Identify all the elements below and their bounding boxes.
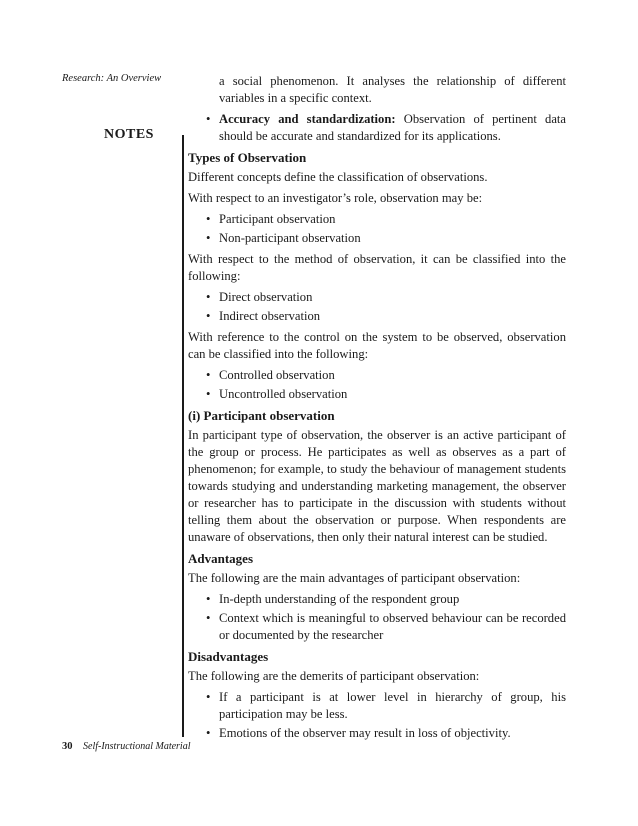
list-item: • Controlled observation bbox=[188, 367, 566, 384]
notes-label: NOTES bbox=[104, 127, 154, 142]
list-item: • Uncontrolled observation bbox=[188, 386, 566, 403]
role-list bbox=[188, 211, 566, 247]
paragraph: With respect to an investigator’s role, observation may be: bbox=[188, 191, 483, 205]
page-footer bbox=[62, 741, 191, 752]
paragraph: The following are the main advantages of participant observation: bbox=[188, 571, 521, 585]
list-item: • Context which is meaningful to observed behaviour can be recorded or documented by the researcher bbox=[188, 610, 566, 644]
list-item: • Emotions of the observer may result in loss of objectivity. bbox=[188, 725, 566, 742]
paragraph: With respect to the method of observation, it can be classified into the following: bbox=[188, 252, 566, 283]
section-heading-types: Types of Observation bbox=[188, 150, 307, 165]
page-number: 30 bbox=[62, 741, 73, 752]
bullet-term: Accuracy and standardization: bbox=[219, 112, 396, 126]
control-list bbox=[188, 367, 566, 403]
list-item: • Participant observation bbox=[188, 211, 566, 228]
list-item: • In-depth understanding of the respondent group bbox=[188, 591, 566, 608]
paragraph: In participant type of observation, the observer is an active participant of the group or process. He participates as well as observes as a part of phenomenon; for example, to study the behaviour of management students towards studying and understanding marketing management, the observer or researcher has to participate in the discussion with students without telling them about the observation or purpose. When respondents are unaware of observations, then only their natural interest can be studied. bbox=[188, 428, 566, 544]
method-list bbox=[188, 289, 566, 325]
list-item: • If a participant is at lower level in hierarchy of group, his participation may be less. bbox=[188, 689, 566, 723]
advantages-list bbox=[188, 591, 566, 644]
paragraph: With reference to the control on the system to be observed, observation can be classified into the following: bbox=[188, 330, 566, 361]
list-item bbox=[188, 111, 566, 145]
main-content bbox=[188, 73, 566, 746]
section-heading-participant: (i) Participant observation bbox=[188, 408, 335, 423]
intro-bullet-list bbox=[188, 111, 566, 145]
footer-label: Self-Instructional Material bbox=[83, 741, 191, 752]
bullet-text: Observation of pertinent data should be accurate and standardized for its applications. bbox=[219, 112, 566, 143]
list-item: • Non-participant observation bbox=[188, 230, 566, 247]
section-heading-disadvantages: Disadvantages bbox=[188, 649, 269, 664]
list-item: • Direct observation bbox=[188, 289, 566, 306]
running-head: Research: An Overview bbox=[62, 73, 162, 84]
paragraph: Different concepts define the classification of observations. bbox=[188, 170, 488, 184]
list-item: • Indirect observation bbox=[188, 308, 566, 325]
disadvantages-list bbox=[188, 689, 566, 742]
margin-rule bbox=[182, 135, 184, 737]
section-heading-advantages: Advantages bbox=[188, 551, 254, 566]
intro-continuation: a social phenomenon. It analyses the relationship of different variables in a specific context. bbox=[219, 74, 566, 105]
paragraph: The following are the demerits of participant observation: bbox=[188, 669, 480, 683]
